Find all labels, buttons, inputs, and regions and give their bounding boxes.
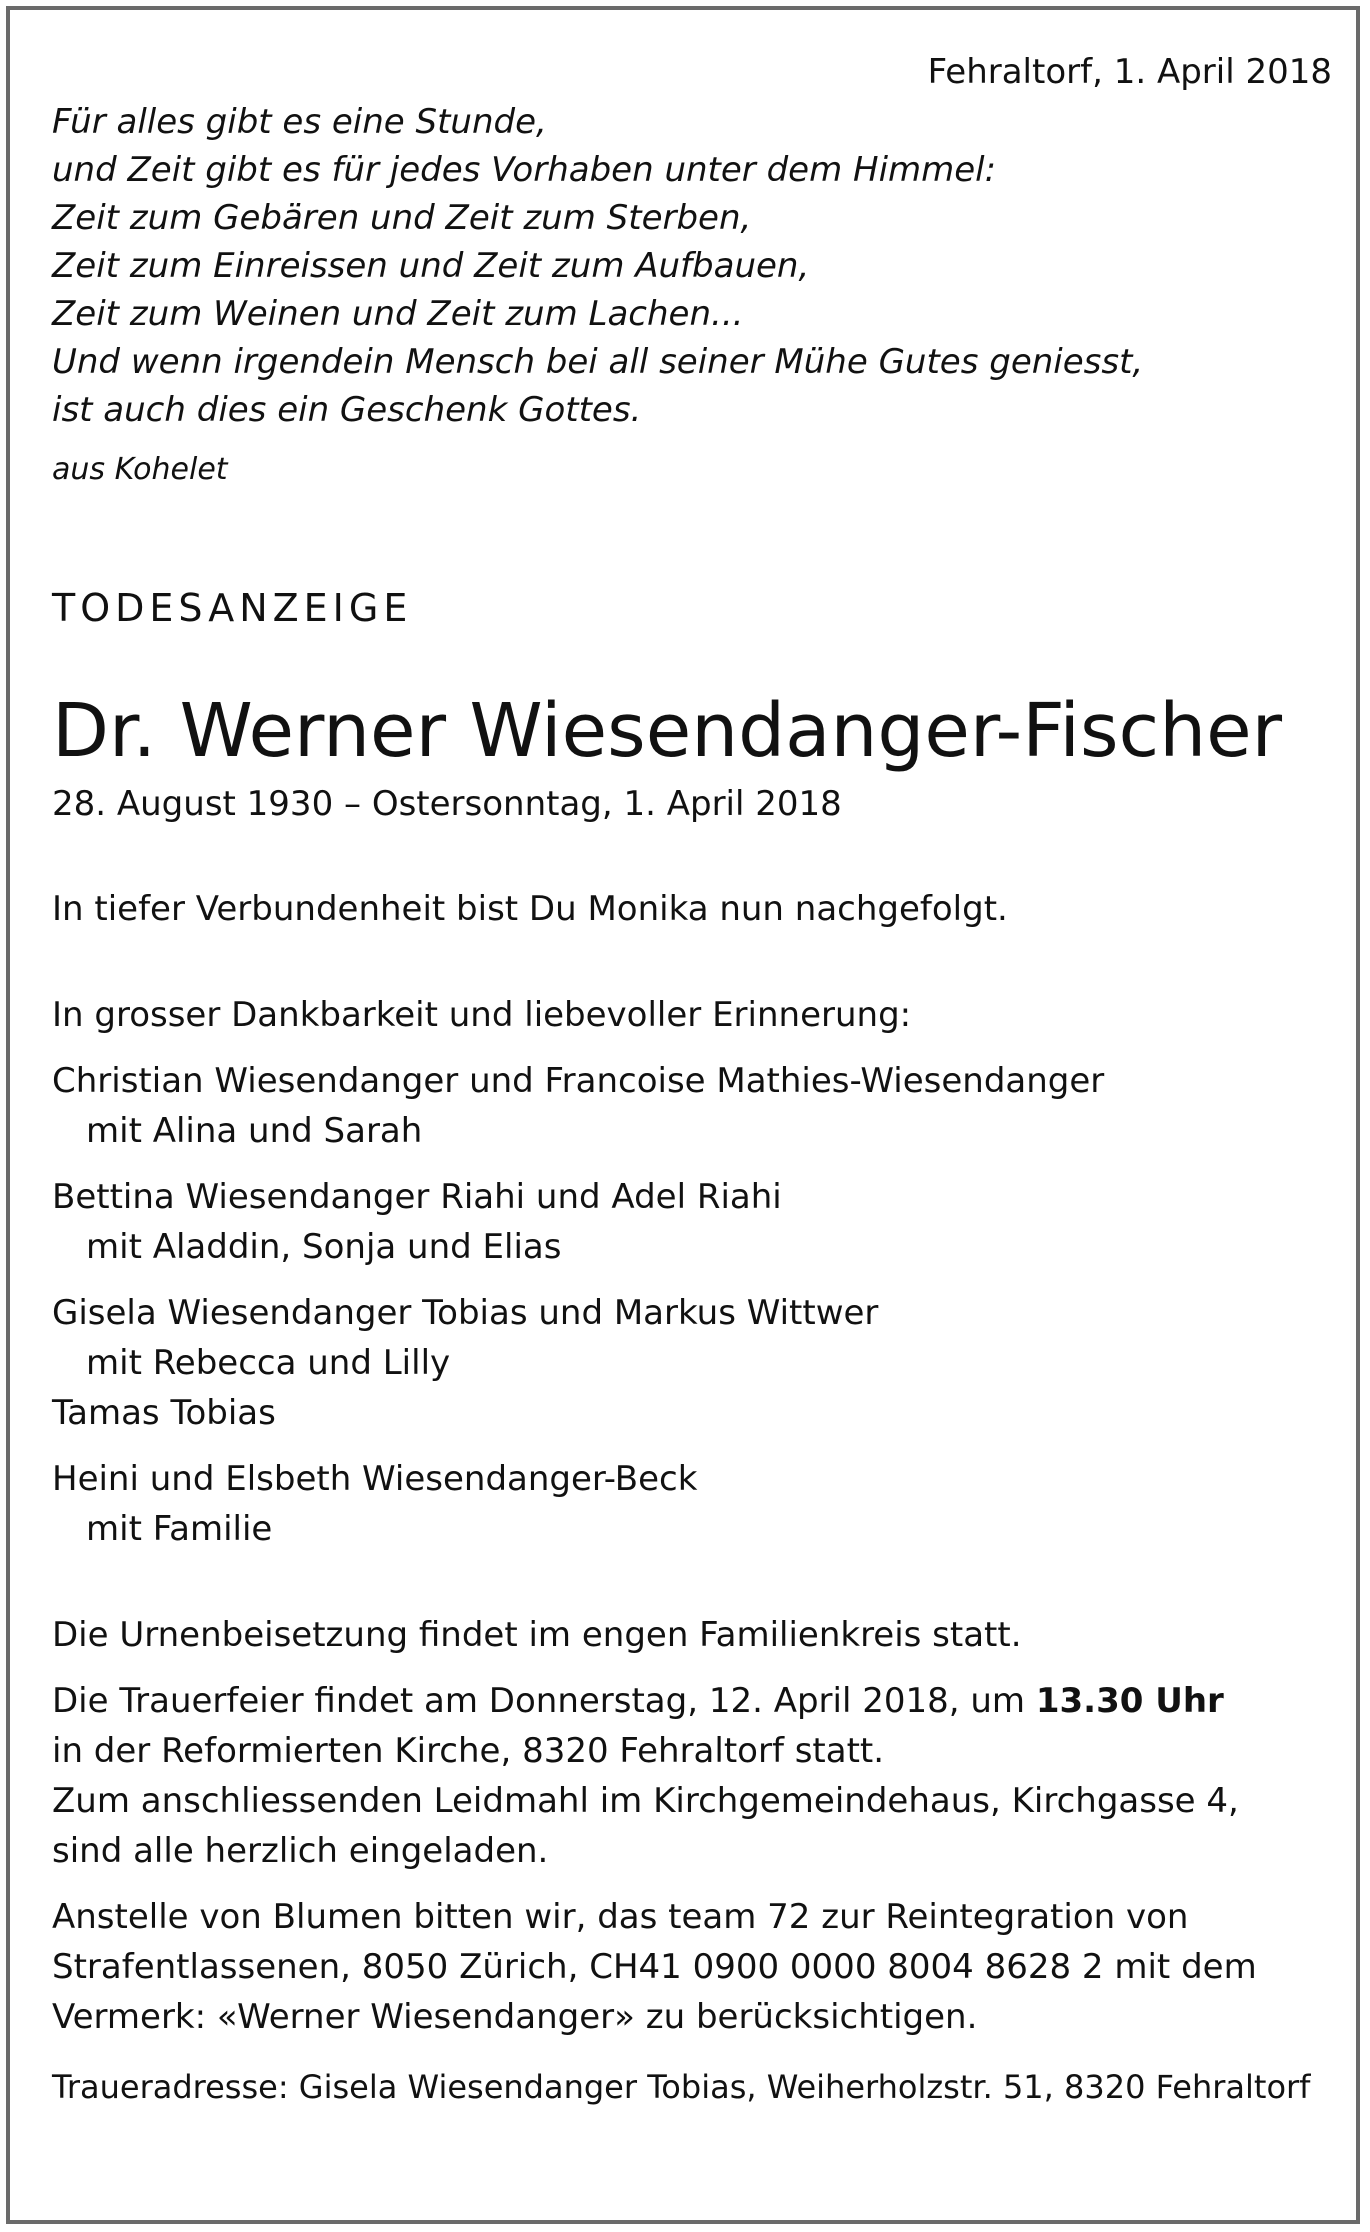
life-dates: 28. August 1930 – Ostersonntag, 1. April 2018 (52, 784, 842, 824)
ceremony-time: 13.30 Uhr (1035, 1681, 1224, 1721)
ceremony-text (52, 1676, 1332, 1876)
quote-line: Und wenn irgendein Mensch bei all seiner Mühe Gutes geniesst, (52, 342, 1144, 382)
donation-line: Strafentlassenen, 8050 Zürich, CH41 0900 0000 8004 8628 2 mit dem (52, 1947, 1257, 1987)
quote-line: und Zeit gibt es für jedes Vorhaben unter dem Himmel: (52, 150, 997, 190)
bible-quote (52, 98, 1332, 434)
gratitude-text: In grosser Dankbarkeit und liebevoller Erinnerung: (52, 995, 912, 1035)
family-main: Gisela Wiesendanger Tobias und Markus Wittwer (52, 1293, 879, 1333)
burial-text: Die Urnenbeisetzung findet im engen Familienkreis statt. (52, 1615, 1022, 1655)
family-group (52, 1288, 1332, 1438)
family-sub: mit Familie (86, 1509, 273, 1549)
family-sub: mit Alina und Sarah (86, 1111, 423, 1151)
ceremony-intro: Die Trauerfeier findet am Donnerstag, 12. April 2018, um (52, 1681, 1036, 1721)
family-extra: Tamas Tobias (52, 1393, 276, 1433)
family-sub: mit Rebecca und Lilly (86, 1343, 451, 1383)
meal-line: Zum anschliessenden Leidmahl im Kirchgemeindehaus, Kirchgasse 4, (52, 1781, 1239, 1821)
family-group (52, 1056, 1332, 1156)
place-date: Fehraltorf, 1. April 2018 (927, 52, 1332, 92)
family-main: Bettina Wiesendanger Riahi und Adel Riahi (52, 1177, 782, 1217)
ceremony-line (52, 1676, 1332, 1726)
donation-line: Vermerk: «Werner Wiesendanger» zu berücksichtigen. (52, 1997, 978, 2037)
family-group (52, 1454, 1332, 1554)
family-group (52, 1172, 1332, 1272)
notice-label: TODESANZEIGE (52, 586, 413, 630)
family-main: Heini und Elsbeth Wiesendanger-Beck (52, 1459, 698, 1499)
quote-line: Zeit zum Einreissen und Zeit zum Aufbauen, (52, 246, 810, 286)
meal-line: sind alle herzlich eingeladen. (52, 1831, 549, 1871)
notice-frame (6, 6, 1360, 2224)
donation-text (52, 1892, 1332, 2042)
quote-source: aus Kohelet (52, 452, 228, 487)
donation-line: Anstelle von Blumen bitten wir, das team 72 zur Reintegration von (52, 1897, 1189, 1937)
family-main: Christian Wiesendanger und Francoise Mathies-Wiesendanger (52, 1061, 1105, 1101)
tribute-text: In tiefer Verbundenheit bist Du Monika nun nachgefolgt. (52, 889, 1008, 929)
mourning-address: Traueradresse: Gisela Wiesendanger Tobias, Weiherholzstr. 51, 8320 Fehraltorf (52, 2068, 1311, 2106)
family-sub: mit Aladdin, Sonja und Elias (86, 1227, 562, 1267)
quote-line: Zeit zum Gebären und Zeit zum Sterben, (52, 198, 752, 238)
quote-line: Für alles gibt es eine Stunde, (52, 102, 547, 142)
quote-line: Zeit zum Weinen und Zeit zum Lachen... (52, 294, 744, 334)
ceremony-location: in der Reformierten Kirche, 8320 Fehraltorf statt. (52, 1731, 885, 1771)
deceased-name: Dr. Werner Wiesendanger-Fischer (52, 688, 1283, 774)
quote-line: ist auch dies ein Geschenk Gottes. (52, 390, 642, 430)
notice-content (52, 48, 1332, 2112)
